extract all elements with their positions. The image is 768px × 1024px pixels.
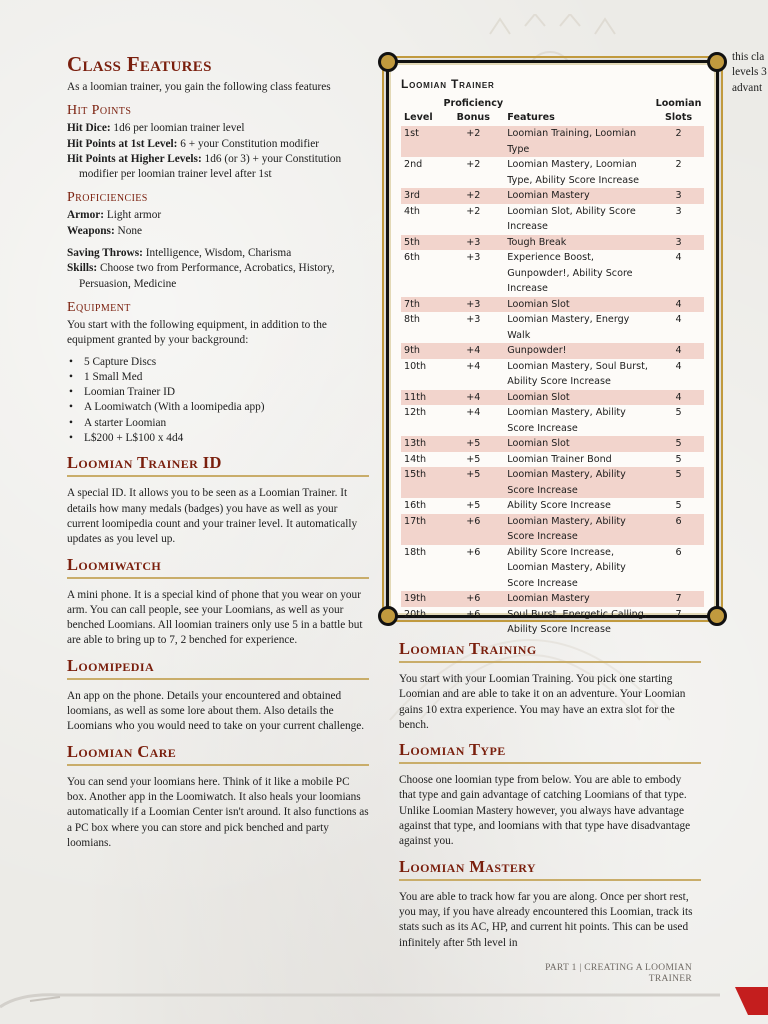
cell-features: Ability Score Increase, Loomian Mastery, Ability Score Increase	[507, 546, 626, 589]
cell-features: Experience Boost, Gunpowder!, Ability Score Increase	[507, 252, 633, 294]
cell-features: Loomian Slot	[505, 297, 653, 313]
cell-slots: 7	[675, 608, 682, 620]
cell-features: Ability Score Increase	[507, 500, 611, 511]
hit-dice-line	[67, 121, 369, 136]
hp-higher-label: Hit Points at Higher Levels:	[67, 152, 202, 165]
cell-level: 9th	[401, 343, 441, 359]
table-row	[401, 452, 704, 468]
cell-proficiency: +2	[466, 159, 481, 170]
cell-slots: 7	[653, 591, 704, 607]
loomian-mastery-heading: Loomian Mastery	[399, 857, 701, 881]
table-row	[401, 157, 704, 188]
loomiwatch-text: A mini phone. It is a special kind of phone that you wear on your arm. You can call people, see your Loomians, as well as your benched Loomians. All loomian trainers only use 5 in a battle but are able to bring up to 7, 2 benched for experience.	[67, 588, 363, 647]
loomipedia-text: An app on the phone. Details your encountered and obtained loomians, as well as some lore about them. Also details the Loomians who you would need to take on your current challenge.	[67, 689, 365, 733]
cell-slots: 4	[653, 343, 704, 359]
equipment-heading: Equipment	[67, 299, 131, 315]
cell-slots: 6	[653, 514, 704, 545]
equipment-list	[67, 355, 369, 447]
table-row	[401, 405, 704, 436]
col-header-proficiency: Proficiency Bonus	[443, 98, 504, 123]
list-item: • 1 Small Med	[84, 370, 369, 385]
cell-proficiency: +2	[466, 205, 481, 217]
cell-features: Loomian Mastery	[505, 188, 653, 204]
hp-first-value: 6 + your Constitution modifier	[177, 137, 320, 150]
cell-slots: 4	[675, 314, 682, 325]
col-header-features: Features	[507, 112, 555, 123]
cell-level: 6th	[404, 252, 420, 263]
cell-slots: 2	[675, 159, 682, 170]
armor-label: Armor:	[67, 209, 105, 222]
cell-features: Gunpowder!	[505, 343, 653, 359]
col-header-slots: Loomian Slots	[655, 98, 702, 123]
saves-value: Intelligence, Wisdom, Charisma	[142, 247, 292, 260]
cell-level: 20th	[404, 608, 427, 620]
cell-features: Tough Break	[505, 235, 653, 251]
table-row	[401, 235, 704, 251]
skills-label: Skills:	[67, 262, 98, 275]
weapons-value: None	[114, 224, 143, 237]
cell-proficiency: +2	[441, 126, 505, 157]
cell-features: Loomian Slot, Ability Score Increase	[507, 205, 636, 232]
cell-slots: 5	[675, 500, 682, 511]
col-header-level: Level	[404, 112, 433, 123]
cell-slots: 3	[653, 235, 704, 251]
level-table	[401, 97, 704, 638]
cell-features: Loomian Mastery, Loomian Type, Ability Score Increase	[507, 159, 640, 186]
cell-proficiency: +5	[466, 453, 481, 465]
table-row	[401, 467, 704, 498]
cell-proficiency: +3	[441, 235, 505, 251]
list-item: • A starter Loomian	[84, 416, 369, 431]
cell-level: 13th	[401, 436, 441, 452]
cell-level: 1st	[401, 126, 441, 157]
cell-proficiency: +6	[441, 514, 505, 545]
cell-slots: 5	[653, 436, 704, 452]
hit-dice-value: 1d6 per loomian trainer level	[110, 122, 245, 135]
frame-corner	[707, 52, 727, 72]
cell-level: 2nd	[404, 159, 423, 170]
cell-proficiency: +5	[441, 467, 505, 498]
cell-slots: 4	[653, 390, 704, 406]
cell-features: Loomian Mastery, Ability Score Increase	[505, 514, 653, 545]
table-row	[401, 188, 704, 204]
cell-level: 16th	[404, 500, 427, 511]
cell-slots: 4	[675, 360, 682, 372]
armor-line	[67, 208, 369, 223]
table-row	[401, 359, 704, 390]
table-row	[401, 498, 704, 514]
loomian-training-heading: Loomian Training	[399, 639, 701, 663]
trainer-id-heading: Loomian Trainer ID	[67, 453, 369, 477]
table-row	[401, 297, 704, 313]
skills-value: Choose two from Performance, Acrobatics, History, Persuasion, Medicine	[79, 262, 335, 290]
right-column	[399, 632, 701, 953]
loomiwatch-heading: Loomiwatch	[67, 555, 369, 579]
cell-level: 11th	[401, 390, 441, 406]
cell-features: Loomian Mastery, Energy Walk	[507, 314, 630, 341]
left-column	[67, 52, 369, 853]
frame-corner	[707, 606, 727, 626]
cell-level: 15th	[401, 467, 441, 498]
list-item: • A Loomiwatch (With a loomipedia app)	[84, 400, 369, 415]
cell-proficiency: +4	[441, 343, 505, 359]
cell-level: 17th	[401, 514, 441, 545]
table-row	[401, 343, 704, 359]
cell-slots: 5	[675, 453, 682, 465]
equipment-text: You start with the following equipment, in addition to the equipment granted by your background:	[67, 318, 327, 347]
list-item: • 5 Capture Discs	[84, 355, 369, 370]
cell-proficiency: +3	[441, 297, 505, 313]
cell-level: 18th	[404, 546, 427, 558]
table-row	[401, 312, 704, 343]
cell-proficiency: +4	[466, 360, 481, 372]
hp-higher-line	[67, 152, 369, 183]
cell-proficiency: +5	[441, 436, 505, 452]
cell-features: Loomian Slot	[505, 390, 653, 406]
cell-proficiency: +6	[441, 591, 505, 607]
hp-higher-value: 1d6 (or 3) + your Constitution modifier per loomian trainer level after 1st	[79, 152, 342, 181]
loomian-type-text: Choose one loomian type from below. You are able to embody that type and gain advantage of catching Loomians of that type. Unlike Loomian Mastery however, you always have advantage against that type, and loomians with that type have disadvantage against you.	[399, 774, 691, 848]
trainer-id-text: A special ID. It allows you to be seen as a Loomian Trainer. It details how many medals (badges) you have as well as your current loomipedia count and your trainer level. It automatically updates as you level up.	[67, 487, 358, 546]
intro-text: As a loomian trainer, you gain the following class features	[67, 81, 331, 93]
loomian-type-heading: Loomian Type	[399, 740, 701, 764]
cell-level: 4th	[404, 205, 420, 217]
cell-features: Loomian Slot	[505, 436, 653, 452]
cell-level: 3rd	[401, 188, 441, 204]
hp-first-line	[67, 137, 369, 152]
table-row	[401, 591, 704, 607]
cell-proficiency: +4	[466, 407, 481, 418]
page-title: Class Features	[67, 52, 212, 76]
cell-proficiency: +2	[441, 188, 505, 204]
table-row	[401, 390, 704, 406]
cell-level: 14th	[404, 453, 427, 465]
cell-features: Loomian Trainer Bond	[507, 453, 612, 465]
cell-proficiency: +5	[466, 500, 481, 511]
cell-features: Loomian Training, Loomian Type	[505, 126, 653, 157]
weapons-label: Weapons:	[67, 224, 115, 237]
table-header-row	[401, 97, 704, 126]
frame-corner	[378, 52, 398, 72]
cell-proficiency: +3	[466, 252, 481, 263]
list-item: • Loomian Trainer ID	[84, 385, 369, 400]
hit-points-heading: Hit Points	[67, 103, 132, 119]
table-row	[401, 250, 704, 297]
cell-level: 12th	[404, 407, 427, 418]
loomian-training-text: You start with your Loomian Training. You pick one starting Loomian and are able to take it on an adventure. Your Loomian gains 10 extra experience. You may have an extra slot for the bench.	[399, 673, 686, 731]
hp-first-label: Hit Points at 1st Level:	[67, 137, 178, 150]
proficiencies-heading: Proficiencies	[67, 190, 148, 206]
saves-label: Saving Throws:	[67, 247, 143, 260]
cell-slots: 5	[653, 467, 704, 498]
cell-slots: 4	[653, 297, 704, 313]
cell-features: Loomian Mastery, Ability Score Increase	[507, 407, 626, 434]
table-title: Loomian Trainer	[401, 77, 495, 91]
cell-level: 8th	[404, 314, 420, 325]
loomian-mastery-text: You are able to track how far you are along. Once per short rest, you may, if you have already encountered this Loomian, track its stats such as its AC, HP, and current hit points. This can be used infinitely after 5th level in	[399, 890, 693, 949]
footer-ornament	[0, 985, 768, 1015]
cell-level: 5th	[401, 235, 441, 251]
cell-features: Loomian Mastery, Ability Score Increase	[505, 467, 653, 498]
skills-line	[67, 261, 369, 292]
loomian-care-heading: Loomian Care	[67, 742, 369, 766]
cell-slots: 5	[675, 407, 682, 418]
cell-slots: 3	[653, 188, 704, 204]
cell-slots: 2	[653, 126, 704, 157]
table-row	[401, 126, 704, 157]
cell-proficiency: +3	[466, 314, 481, 325]
list-item: • L$200 + L$100 x 4d4	[84, 431, 369, 446]
hit-dice-label: Hit Dice:	[67, 122, 111, 135]
next-column-fragment: this cla levels 3 advant	[732, 51, 767, 94]
loomian-care-text: You can send your loomians here. Think of it like a mobile PC box. Another app in the Loomiwatch. It also heals your loomians automatically if a Loomian Center isn't around. It also functions as a PC box where you can store and pick benched and party loomians.	[67, 775, 369, 849]
page-footer: PART 1 | CREATING A LOOMIAN TRAINER	[545, 963, 692, 984]
table-body	[401, 126, 704, 638]
weapons-line	[67, 224, 369, 239]
cell-level: 7th	[401, 297, 441, 313]
level-table-frame	[386, 60, 719, 635]
cell-proficiency: +4	[441, 390, 505, 406]
cell-features: Soul Burst, Energetic Calling, Ability Score Increase	[507, 608, 647, 635]
loomipedia-heading: Loomipedia	[67, 656, 369, 680]
cell-slots: 3	[675, 205, 682, 217]
frame-corner	[378, 606, 398, 626]
cell-proficiency: +6	[466, 608, 481, 620]
table-row	[401, 436, 704, 452]
table-row	[401, 514, 704, 545]
cell-level: 19th	[401, 591, 441, 607]
cell-features: Loomian Mastery, Soul Burst, Ability Score Increase	[507, 360, 648, 387]
armor-value: Light armor	[104, 209, 162, 222]
cell-level: 10th	[404, 360, 427, 372]
saves-line	[67, 246, 369, 261]
table-row	[401, 545, 704, 592]
cell-slots: 6	[675, 546, 682, 558]
cell-features: Loomian Mastery	[505, 591, 653, 607]
cell-proficiency: +6	[466, 546, 481, 558]
cell-slots: 4	[675, 252, 682, 263]
table-row	[401, 204, 704, 235]
